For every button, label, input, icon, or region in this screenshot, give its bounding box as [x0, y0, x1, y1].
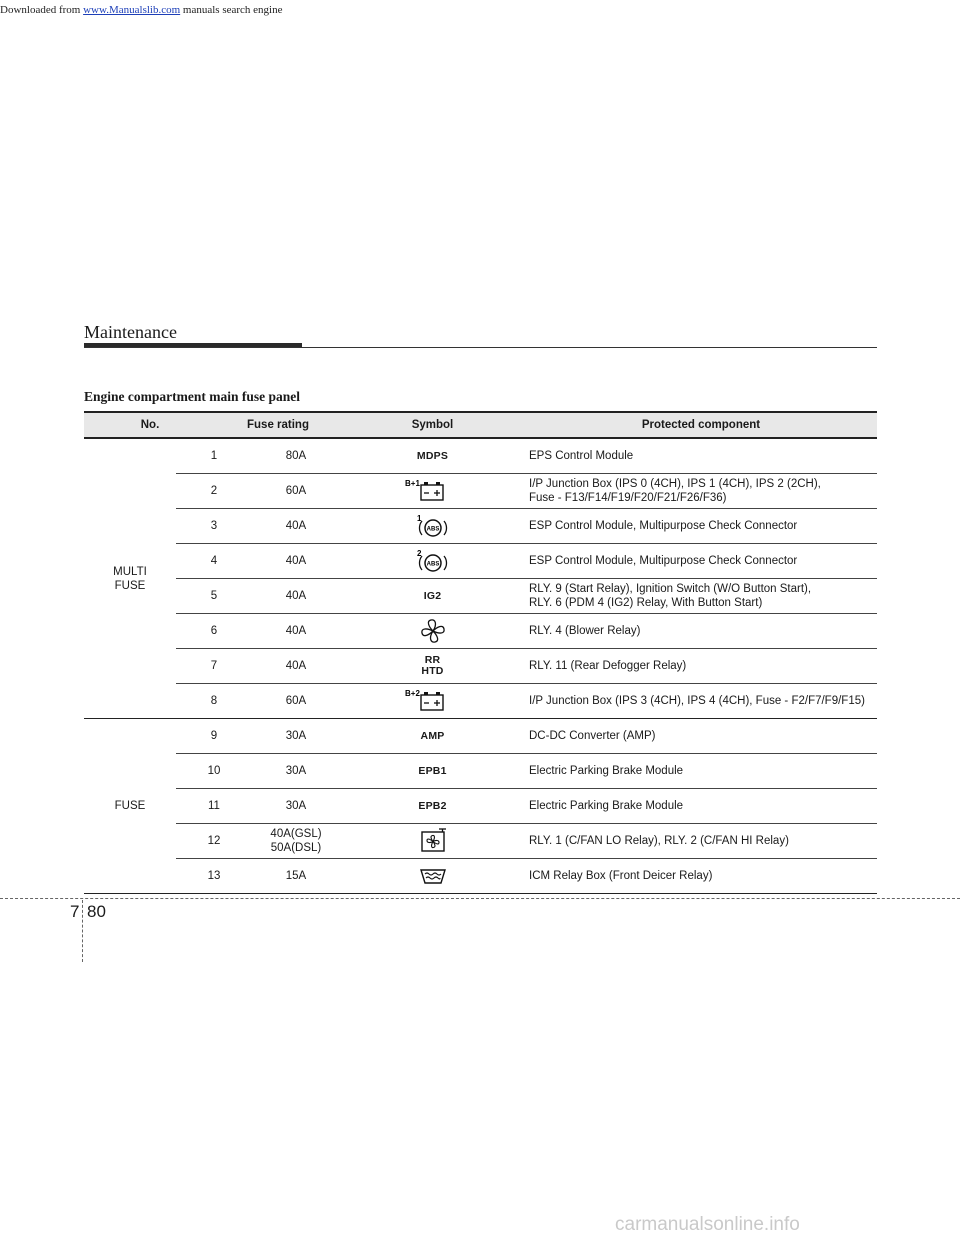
col-no: No. — [84, 412, 216, 438]
fuse-symbol — [340, 754, 525, 789]
section-title: Maintenance — [84, 322, 177, 342]
table-row — [84, 684, 877, 719]
fuse-no: 8 — [176, 684, 252, 719]
fuse-rating: 40A — [252, 509, 340, 544]
fuse-no: 10 — [176, 754, 252, 789]
fuse-symbol — [340, 719, 525, 754]
protected-component: RLY. 11 (Rear Defogger Relay) — [525, 649, 877, 684]
component-line: RLY. 6 (PDM 4 (IG2) Relay, With Button Start) — [529, 597, 763, 609]
symbol-line: RR — [424, 653, 441, 666]
fuse-no: 6 — [176, 614, 252, 649]
fuse-rating: 60A — [252, 684, 340, 719]
ig2-symbol: IG2 — [423, 590, 442, 602]
abs-index: 1 — [416, 514, 421, 523]
abs-index: 2 — [416, 549, 421, 558]
table-row — [84, 719, 877, 754]
fuse-symbol — [340, 789, 525, 824]
watermark: carmanualsonline.info — [615, 1214, 800, 1235]
table-row — [84, 509, 877, 544]
group-label: FUSE — [114, 579, 146, 592]
fuse-symbol — [340, 859, 525, 894]
table-row — [84, 614, 877, 649]
table-row — [84, 859, 877, 894]
fuse-no: 4 — [176, 544, 252, 579]
fuse-no: 2 — [176, 474, 252, 509]
cooling-fan-icon — [403, 827, 463, 855]
fuse-no: 11 — [176, 789, 252, 824]
fuse-no: 3 — [176, 509, 252, 544]
fuse-symbol — [340, 684, 525, 719]
group-fuse: FUSE — [84, 719, 176, 894]
abs-text: ABS — [426, 526, 439, 533]
battery-label: B+2 — [404, 689, 420, 698]
protected-component: ESP Control Module, Multipurpose Check Connector — [525, 544, 877, 579]
battery-icon — [403, 687, 463, 715]
col-fuse-rating: Fuse rating — [216, 412, 340, 438]
col-protected: Protected component — [525, 412, 877, 438]
abs-text: ABS — [426, 561, 439, 568]
fuse-symbol — [340, 579, 525, 614]
fuse-symbol — [340, 544, 525, 579]
table-row — [84, 824, 877, 859]
table-row — [84, 754, 877, 789]
banner-suffix: manuals search engine — [180, 4, 283, 16]
epb2-symbol: EPB2 — [418, 800, 447, 812]
page-footer-rule — [0, 898, 960, 899]
fuse-rating: 40A — [252, 614, 340, 649]
fuse-rating: 30A — [252, 754, 340, 789]
table-row — [84, 438, 877, 474]
protected-component: ICM Relay Box (Front Deicer Relay) — [525, 859, 877, 894]
protected-component — [525, 579, 877, 614]
page-footer-divider — [82, 900, 83, 962]
protected-component: I/P Junction Box (IPS 3 (4CH), IPS 4 (4CH), Fuse - F2/F7/F9/F15) — [525, 684, 877, 719]
rating-line: 50A(DSL) — [270, 842, 322, 854]
table-row — [84, 789, 877, 824]
fuse-rating: 60A — [252, 474, 340, 509]
protected-component: DC-DC Converter (AMP) — [525, 719, 877, 754]
header-rule — [84, 347, 877, 348]
battery-label: B+1 — [404, 479, 420, 488]
amp-symbol: AMP — [420, 730, 445, 742]
abs-icon — [403, 547, 463, 575]
fuse-rating: 40A — [252, 649, 340, 684]
chapter-number: 7 — [70, 902, 80, 921]
table-row — [84, 579, 877, 614]
component-line: RLY. 9 (Start Relay), Ignition Switch (W/O Button Start), — [529, 583, 812, 595]
protected-component: Electric Parking Brake Module — [525, 789, 877, 824]
protected-component: RLY. 4 (Blower Relay) — [525, 614, 877, 649]
manualslib-link[interactable]: www.Manualslib.com — [83, 4, 181, 16]
fuse-symbol — [340, 509, 525, 544]
fuse-symbol — [340, 438, 525, 474]
mdps-symbol: MDPS — [416, 450, 449, 462]
fuse-symbol — [340, 614, 525, 649]
rr-htd-symbol — [421, 655, 443, 677]
protected-component: RLY. 1 (C/FAN LO Relay), RLY. 2 (C/FAN HI Relay) — [525, 824, 877, 859]
fuse-symbol — [340, 474, 525, 509]
fuse-rating: 40A — [252, 544, 340, 579]
component-line: Fuse - F13/F14/F19/F20/F21/F26/F36) — [529, 492, 727, 504]
group-label: MULTI — [113, 565, 147, 578]
fuse-symbol — [340, 649, 525, 684]
fuse-rating: 80A — [252, 438, 340, 474]
fuse-table — [84, 411, 877, 894]
protected-component: ESP Control Module, Multipurpose Check Connector — [525, 509, 877, 544]
epb1-symbol: EPB1 — [418, 765, 447, 777]
fuse-rating — [252, 824, 340, 859]
fuse-no: 1 — [176, 438, 252, 474]
table-row — [84, 544, 877, 579]
col-symbol: Symbol — [340, 412, 525, 438]
front-deicer-icon — [403, 862, 463, 890]
banner-prefix: Downloaded from — [0, 4, 84, 16]
fuse-no: 7 — [176, 649, 252, 684]
table-row — [84, 649, 877, 684]
fuse-rating: 30A — [252, 719, 340, 754]
download-banner — [0, 4, 282, 16]
protected-component: Electric Parking Brake Module — [525, 754, 877, 789]
fan-icon — [403, 617, 463, 645]
protected-component: EPS Control Module — [525, 438, 877, 474]
fuse-symbol — [340, 824, 525, 859]
fuse-rating: 40A — [252, 579, 340, 614]
fuse-no: 9 — [176, 719, 252, 754]
rating-line: 40A(GSL) — [270, 828, 322, 840]
component-line: I/P Junction Box (IPS 0 (4CH), IPS 1 (4CH), IPS 2 (2CH), — [529, 478, 821, 490]
protected-component — [525, 474, 877, 509]
table-title: Engine compartment main fuse panel — [84, 389, 300, 404]
page-number-value: 80 — [87, 902, 106, 921]
fuse-no: 13 — [176, 859, 252, 894]
symbol-line: HTD — [421, 664, 444, 677]
table-header-row — [84, 412, 877, 438]
fuse-no: 12 — [176, 824, 252, 859]
fuse-rating: 30A — [252, 789, 340, 824]
fuse-rating: 15A — [252, 859, 340, 894]
abs-icon — [403, 512, 463, 540]
fuse-no: 5 — [176, 579, 252, 614]
table-row — [84, 474, 877, 509]
battery-icon — [403, 477, 463, 505]
group-multi-fuse — [84, 438, 176, 719]
